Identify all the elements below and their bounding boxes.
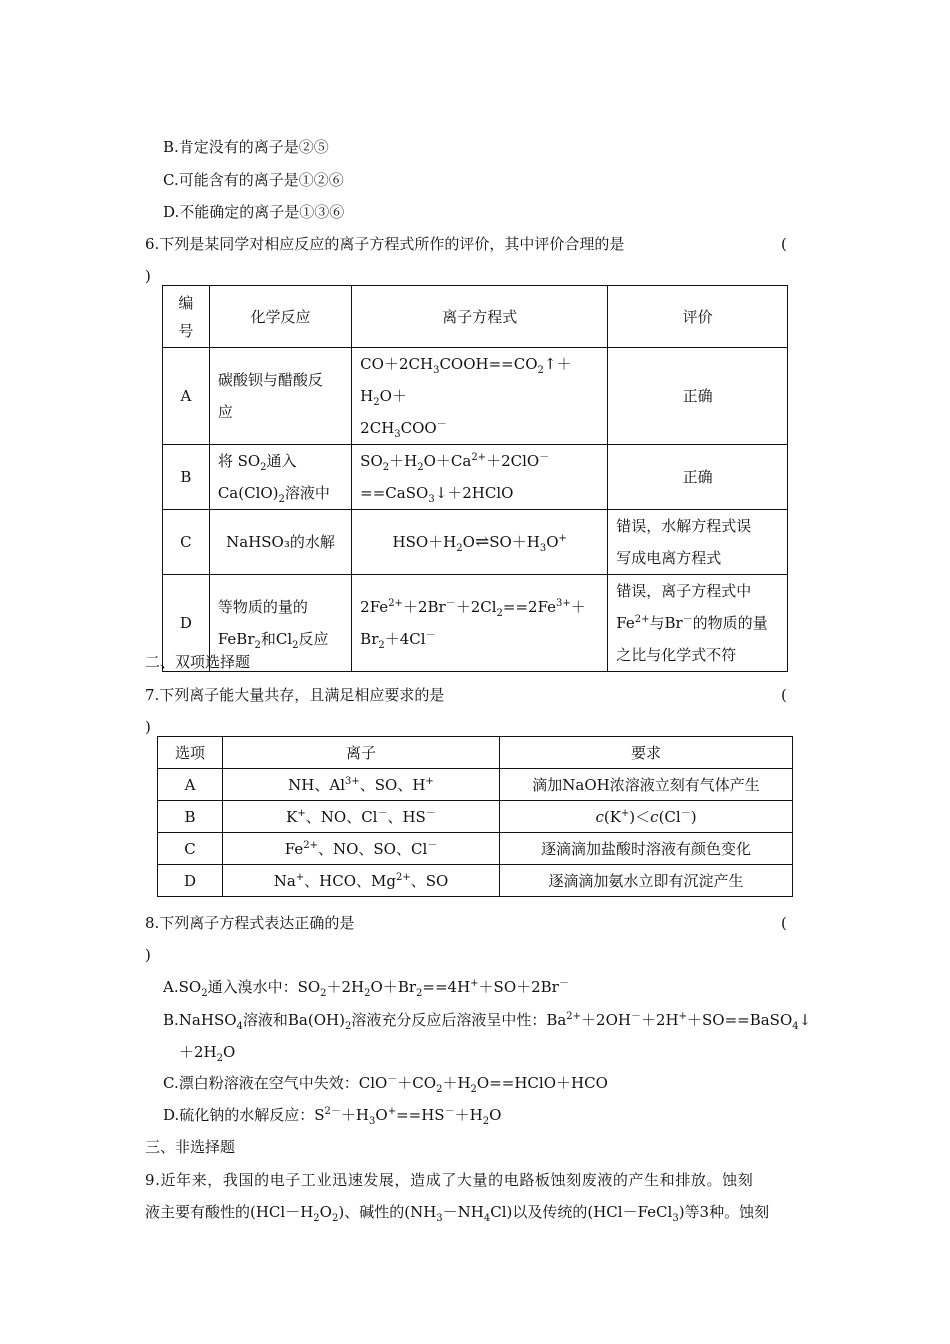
q8-option-b: B.NaHSO$_4$溶液和$Ba(OH)_2$溶液充分反应后溶液呈中性：$Ba^{2+}+2OH^-+2H^++SO==BaSO_4↓$ [163,1011,812,1032]
q8-option-d: D.硫化钠的水解反应：$S^{2-}+H_3O^+==HS^-+H_2O$ [163,1106,502,1127]
table-row [163,510,788,575]
question-8-stem: 8.下列离子方程式表达正确的是 [145,914,355,932]
row-id: B [163,445,210,510]
section-2-heading: 二、双项选择题 [145,653,251,671]
table-row [163,445,788,510]
equation-cell: $CO+2CH_3COOH==CO_2↑+H_2O+$ $2CH_3COO^-$ [352,348,608,445]
section-3-heading: 三、非选择题 [145,1138,236,1156]
evaluation-cell: 正确 [608,348,788,445]
equation-cell: $SO_2+H_2O+Ca^{2+}+2ClO^-$ ==CaSO$_3$↓＋2HClO [352,445,608,510]
table-header-cell: 离子 [223,737,500,769]
table-header-cell: 选项 [158,737,223,769]
requirement-cell: 滴加NaOH浓溶液立刻有气体产生 [500,769,793,801]
answer-paren-open: ( [781,914,787,932]
table-row [158,833,793,865]
table-header-cell: 化学反应 [209,286,351,348]
requirement-cell: 逐滴滴加盐酸时溶液有颜色变化 [500,833,793,865]
q8-option-b-cont: $+2H_2O$ [179,1043,236,1064]
question-6-stem: 6.下列是某同学对相应反应的离子方程式所作的评价，其中评价合理的是 [145,235,625,253]
evaluation-cell: 正确 [608,445,788,510]
option-c: C.可能含有的离子是①②⑥ [163,171,344,189]
option-b: B.肯定没有的离子是②⑤ [163,138,329,156]
option-d: D.不能确定的离子是①③⑥ [163,203,345,221]
table-header-cell: 评价 [608,286,788,348]
q8-option-a: $A.SO_2$通入溴水中：$SO_2+2H_2O+Br_2==4H^++SO+2Br^-$ [163,978,569,999]
table-row [158,801,793,833]
table-row [158,769,793,801]
answer-paren-close: ) [145,718,151,736]
row-id: A [163,348,210,445]
equation-cell: $2Fe^{2+}+2Br^-+2Cl_2==2Fe^{3+}+$ $Br_2+4Cl^-$ [352,575,608,672]
requirement-cell: c(K+)＜c(Cl－) [500,801,793,833]
question-9-line-2: 液主要有酸性的$(HCl-H_2O_2)$、碱性的$(NH_3-NH_4Cl)$以及传统的(HCl－FeCl$_3$)等3种。蚀刻 [145,1203,770,1224]
reaction-cell: 将 $SO_2$通入 $Ca(ClO)_2$溶液中 [209,445,351,510]
ions-cell: NH、$Al^{3+}$、SO、H+ [223,769,500,801]
answer-paren-open: ( [781,235,787,253]
table-header-cell: 编 号 [163,286,210,348]
q8-option-c: C.漂白粉溶液在空气中失效：$ClO^-+CO_2+H_2O==HClO+HCO$ [163,1074,608,1095]
question-7-stem: 7.下列离子能大量共存，且满足相应要求的是 [145,686,445,704]
table-row [163,575,788,672]
table-row [163,348,788,445]
row-id: D [158,865,223,897]
ions-cell: Na+、HCO、$Mg^{2+}$、SO [223,865,500,897]
reaction-cell: NaHSO₃的水解 [209,510,351,575]
evaluation-cell: 错误，离子方程式中 $Fe^{2+}$与Br－的物质的量 之比与化学式不符 [608,575,788,672]
row-id: B [158,801,223,833]
table-header-cell: 离子方程式 [352,286,608,348]
answer-paren-open: ( [781,686,787,704]
question-9-line-1: 9.近年来，我国的电子工业迅速发展，造成了大量的电路板蚀刻废液的产生和排放。蚀刻 [145,1171,754,1189]
evaluation-cell: 错误，水解方程式误 写成电离方程式 [608,510,788,575]
reaction-cell: 等物质的量的 FeBr$_2$和$Cl_2$反应 [209,575,351,672]
table-q6 [162,285,788,672]
ions-cell: $Fe^{2+}$、NO、SO、Cl－ [223,833,500,865]
table-header-cell: 要求 [500,737,793,769]
row-id: C [158,833,223,865]
ions-cell: K+、NO、Cl－、HS－ [223,801,500,833]
table-row [158,865,793,897]
row-id: D [163,575,210,672]
answer-paren-close: ) [145,267,151,285]
equation-cell: $HSO+H_2O\rightleftharpoons SO+H_3O^+$ [352,510,608,575]
row-id: C [163,510,210,575]
reaction-cell: 碳酸钡与醋酸反 应 [209,348,351,445]
answer-paren-close: ) [145,946,151,964]
row-id: A [158,769,223,801]
table-q7 [157,736,793,897]
requirement-cell: 逐滴滴加氨水立即有沉淀产生 [500,865,793,897]
